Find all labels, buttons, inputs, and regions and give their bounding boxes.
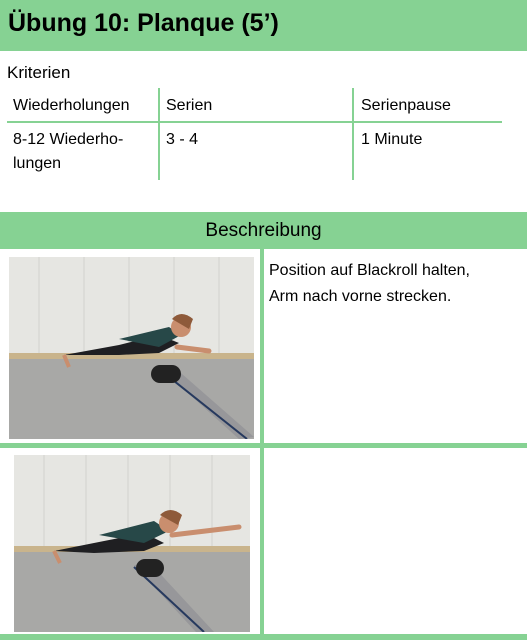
description-text [269,258,519,310]
criteria-heading: Kriterien [7,63,71,82]
exercise-photo-1 [9,257,254,439]
cell-pause: 1 Minute [361,131,423,148]
title-bar [0,0,527,51]
column-header-pause: Serienpause [361,97,451,114]
table-header-divider [7,121,502,123]
table-column-divider [352,88,354,180]
exercise-photo-2 [14,455,250,632]
row-separator [0,443,527,448]
cell-repetitions-line1: 8-12 Wiederho- [13,131,124,148]
table-column-divider [158,88,160,180]
bottom-border [0,634,527,640]
criteria-table [0,88,527,182]
description-heading: Beschreibung [205,220,322,241]
description-line-2: Arm nach vorne strecken. [269,288,452,305]
column-header-series: Serien [166,97,213,114]
cell-series: 3 - 4 [166,131,199,148]
cell-repetitions [13,128,123,176]
description-line-1: Position auf Blackroll halten, [269,262,470,279]
page-title: Übung 10: Planque (5’) [8,9,279,37]
column-header-repetitions: Wiederholungen [13,97,130,114]
cell-repetitions-line2: lungen [13,155,62,172]
description-header [0,212,527,249]
